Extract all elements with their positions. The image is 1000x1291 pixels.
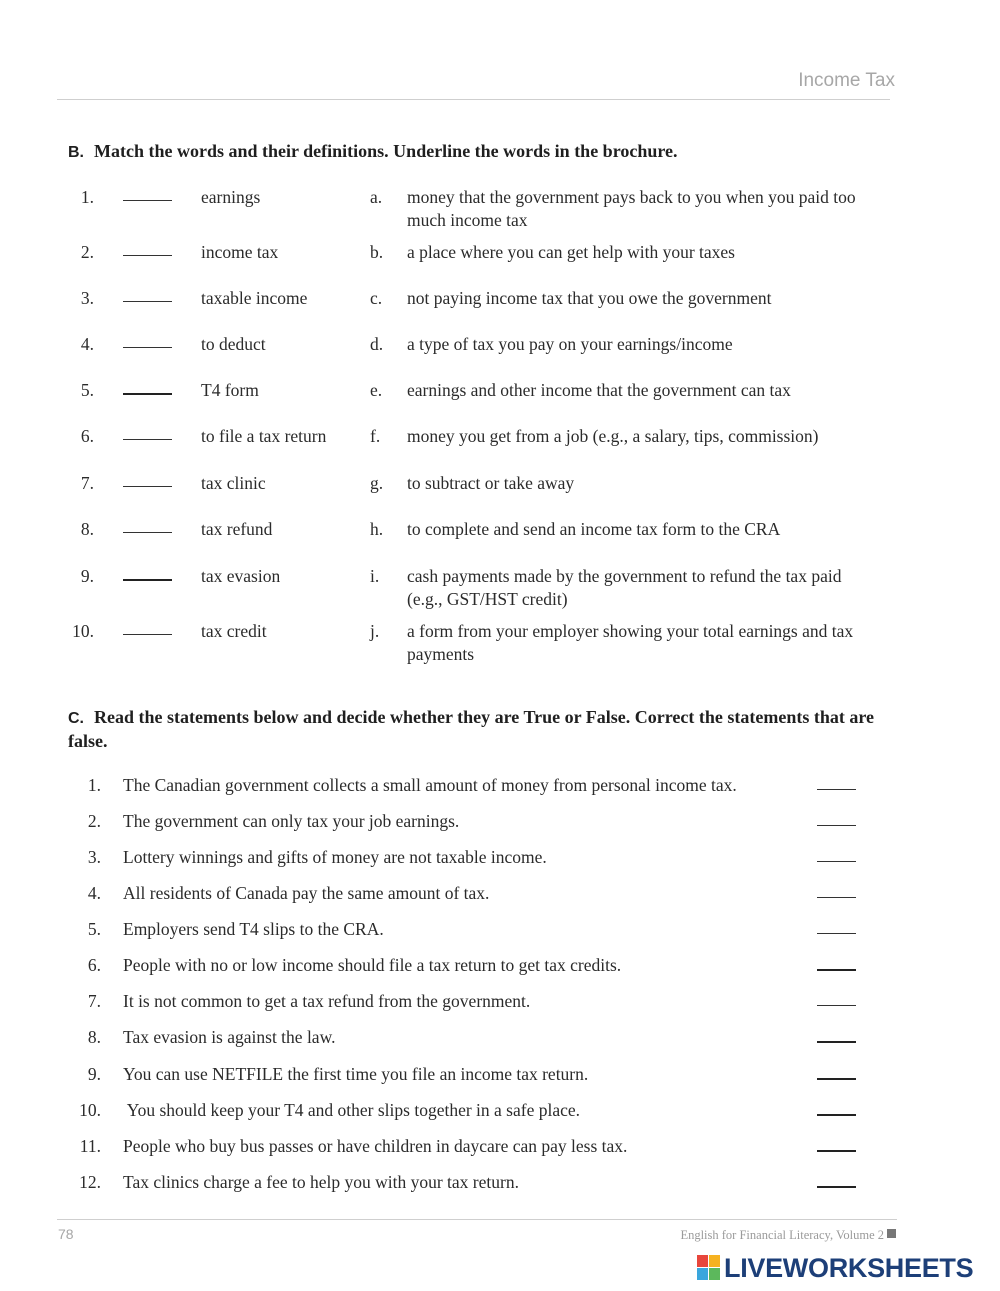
top-rule: [57, 99, 890, 100]
definition-letter: b.: [370, 242, 384, 262]
statement-text: Tax clinics charge a fee to help you with your tax return.: [123, 1172, 519, 1192]
term: taxable income: [201, 288, 308, 308]
definition-letter: f.: [370, 426, 381, 446]
definition: a type of tax you pay on your earnings/income: [407, 334, 733, 354]
bottom-rule: [57, 1219, 897, 1220]
term: to deduct: [201, 334, 266, 354]
item-number: 4.: [80, 334, 94, 354]
statement-text: You can use NETFILE the first time you file an income tax return.: [123, 1064, 589, 1084]
definition-letter: g.: [370, 473, 384, 493]
statement-number: 8.: [87, 1027, 101, 1047]
statement-text: Lottery winnings and gifts of money are not taxable income.: [123, 847, 547, 867]
true-false-blank[interactable]: [817, 1135, 856, 1152]
statement-number: 1.: [87, 775, 101, 795]
statement-number: 4.: [87, 883, 101, 903]
statement-text: Employers send T4 slips to the CRA.: [123, 919, 384, 939]
definition: a place where you can get help with your taxes: [407, 242, 735, 262]
answer-blank[interactable]: [123, 565, 172, 581]
liveworksheets-wordmark: LIVEWORKSHEETS: [724, 1252, 974, 1283]
definition-letter: h.: [370, 519, 384, 539]
statement-number: 11.: [79, 1136, 101, 1156]
section-b-instruction-text: Match the words and their definitions. Underline the words in the brochure.: [94, 141, 678, 161]
true-false-blank[interactable]: [817, 1026, 856, 1043]
statement-number: 5.: [87, 919, 101, 939]
answer-blank[interactable]: [123, 425, 172, 440]
definition-letter: i.: [370, 566, 380, 586]
answer-blank[interactable]: [123, 287, 172, 302]
answer-blank[interactable]: [123, 518, 172, 533]
statement-text: The Canadian government collects a small amount of money from personal income tax.: [123, 775, 737, 795]
statement-number: 9.: [87, 1064, 101, 1084]
statement-text: All residents of Canada pay the same amount of tax.: [123, 883, 490, 903]
true-false-blank[interactable]: [817, 990, 856, 1006]
liveworksheets-logo-icon: [697, 1255, 721, 1281]
section-c-instruction: [68, 706, 888, 753]
definition: money you get from a job (e.g., a salary, tips, commission): [407, 426, 819, 446]
liveworksheets-brand[interactable]: [697, 1251, 973, 1285]
item-number: 10.: [72, 621, 94, 641]
definition-letter: d.: [370, 334, 384, 354]
true-false-blank[interactable]: [817, 1063, 856, 1080]
statement-text: It is not common to get a tax refund from the government.: [123, 991, 531, 1011]
definition: earnings and other income that the government can tax: [407, 380, 791, 400]
footer-square-icon: [887, 1229, 896, 1238]
statement-text: People with no or low income should file a tax return to get tax credits.: [123, 955, 622, 975]
term: tax refund: [201, 519, 273, 539]
definition-letter: j.: [370, 621, 380, 641]
term: to file a tax return: [201, 426, 327, 446]
statement-number: 12.: [79, 1172, 101, 1192]
statement-number: 3.: [87, 847, 101, 867]
definition: money that the government pays back to you when you paid too much income tax: [407, 187, 856, 230]
statement-text: You should keep your T4 and other slips together in a safe place.: [123, 1100, 581, 1120]
definition-letter: c.: [370, 288, 383, 308]
statement-number: 6.: [87, 955, 101, 975]
true-false-blank[interactable]: [817, 918, 856, 934]
answer-blank[interactable]: [123, 333, 172, 348]
item-number: 3.: [80, 288, 94, 308]
statement-text: People who buy bus passes or have children in daycare can pay less tax.: [123, 1136, 628, 1156]
item-number: 7.: [80, 473, 94, 493]
statement-text: Tax evasion is against the law.: [123, 1027, 336, 1047]
section-b-instruction: [68, 140, 888, 164]
true-false-blank[interactable]: [817, 1171, 856, 1188]
term: income tax: [201, 242, 279, 262]
statement-text: The government can only tax your job earnings.: [123, 811, 460, 831]
definition-letter: a.: [370, 187, 383, 207]
page-number: 78: [58, 1226, 74, 1242]
term: tax credit: [201, 621, 267, 641]
definition: a form from your employer showing your total earnings and tax payments: [407, 621, 854, 664]
item-number: 9.: [80, 566, 94, 586]
definition: to complete and send an income tax form to the CRA: [407, 519, 781, 539]
definition: not paying income tax that you owe the government: [407, 288, 772, 308]
true-false-blank[interactable]: [817, 1099, 856, 1116]
true-false-blank[interactable]: [817, 846, 856, 862]
item-number: 1.: [80, 187, 94, 207]
true-false-blank[interactable]: [817, 774, 856, 790]
book-title: English for Financial Literacy, Volume 2: [680, 1228, 884, 1242]
item-number: 2.: [80, 242, 94, 262]
answer-blank[interactable]: [123, 241, 172, 256]
term: earnings: [201, 187, 261, 207]
section-b-letter: B.: [68, 144, 84, 161]
statement-number: 10.: [79, 1100, 101, 1120]
term: T4 form: [201, 380, 259, 400]
true-false-blank[interactable]: [817, 954, 856, 971]
statement-number: 2.: [87, 811, 101, 831]
section-c-instruction-text: Read the statements below and decide whether they are True or False. Correct the statements that are false.: [68, 707, 875, 751]
item-number: 5.: [80, 380, 94, 400]
true-false-blank[interactable]: [817, 882, 856, 898]
answer-blank[interactable]: [123, 379, 172, 395]
definition: to subtract or take away: [407, 473, 575, 493]
answer-blank[interactable]: [123, 186, 172, 201]
answer-blank[interactable]: [123, 620, 172, 635]
statement-number: 7.: [87, 991, 101, 1011]
item-number: 8.: [80, 519, 94, 539]
answer-blank[interactable]: [123, 472, 172, 487]
definition-letter: e.: [370, 380, 383, 400]
term: tax clinic: [201, 473, 266, 493]
running-head: Income Tax: [798, 70, 895, 91]
term: tax evasion: [201, 566, 281, 586]
item-number: 6.: [80, 426, 94, 446]
section-c-letter: C.: [68, 710, 84, 727]
true-false-blank[interactable]: [817, 810, 856, 826]
definition: cash payments made by the government to refund the tax paid (e.g., GST/HST credit): [407, 566, 842, 609]
